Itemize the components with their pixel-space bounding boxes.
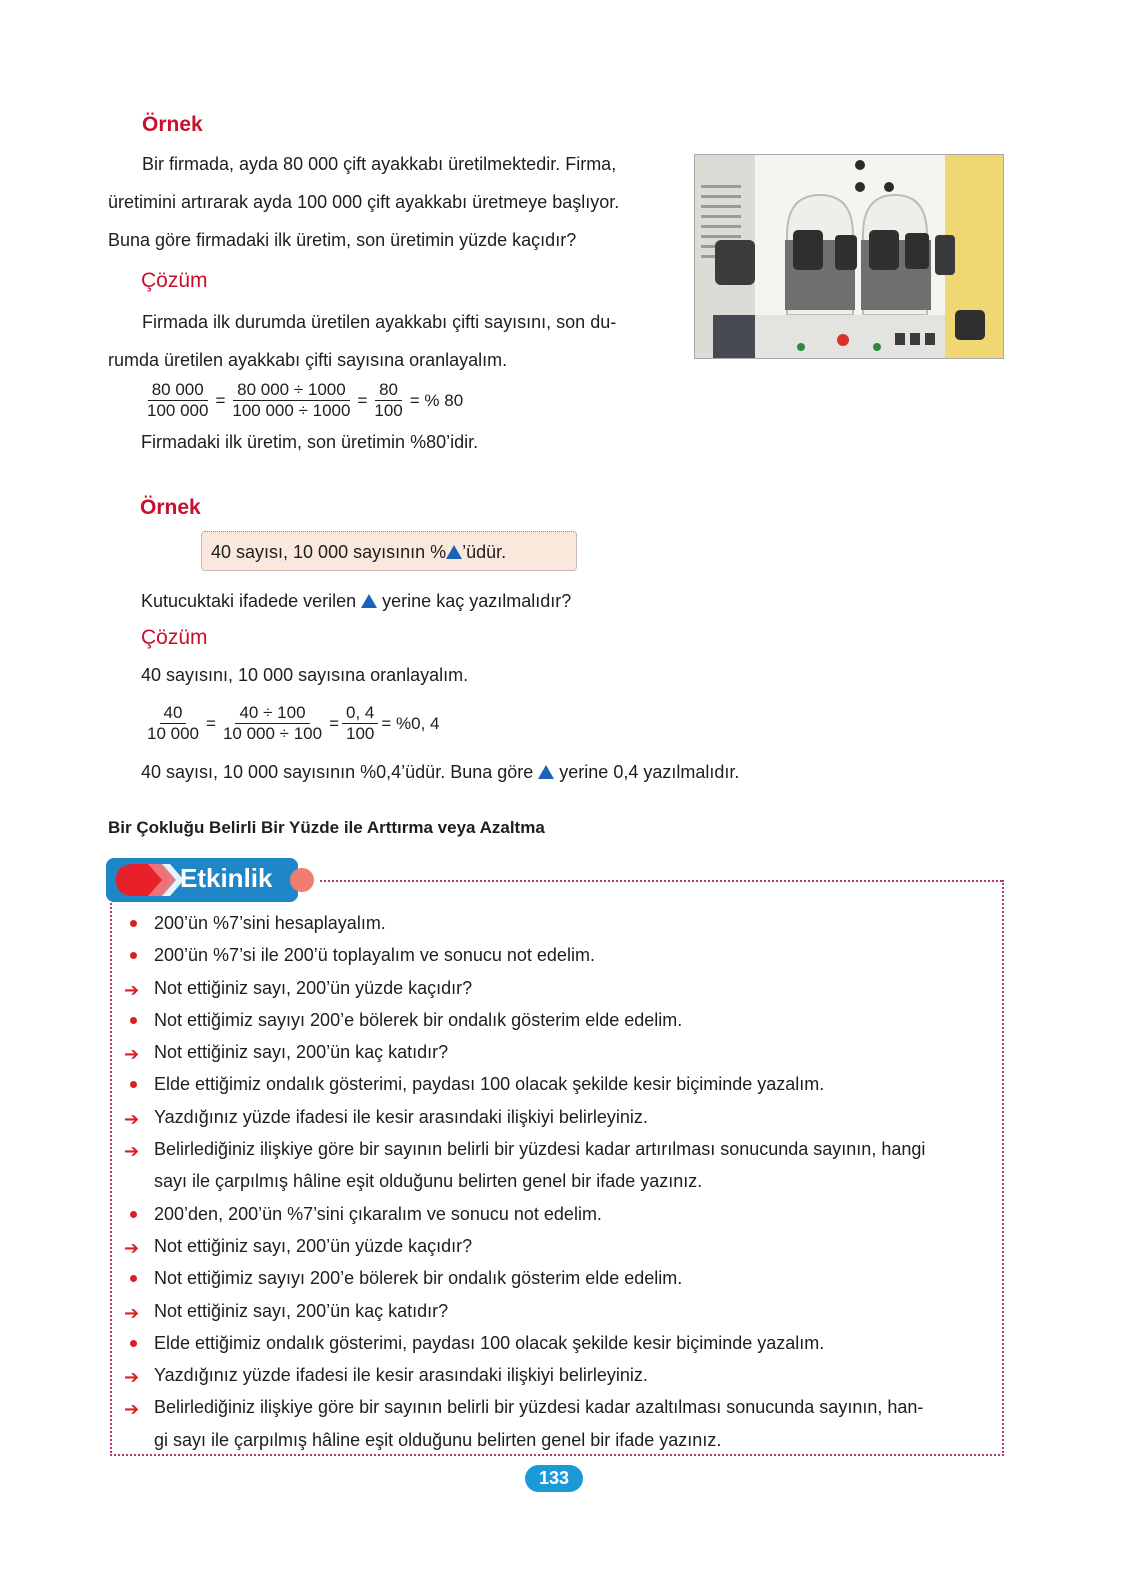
list-item-text: Yazdığınız yüzde ifadesi ile kesir arasındaki ilişkiyi belirleyiniz. — [154, 1365, 648, 1386]
fraction-3-numerator: 0, 4 — [342, 703, 378, 724]
list-item-text: Not ettiğimiz sayıyı 200’e bölerek bir ondalık gösterim elde edelim. — [154, 1268, 683, 1289]
example1-line-1: Bir firmada, ayda 80 000 çift ayakkabı üretilmektedir. Firma, — [142, 154, 617, 174]
fraction-3-numerator: 80 — [375, 380, 402, 401]
example2-solution-line: 40 sayısını, 10 000 sayısına oranlayalım. — [141, 665, 469, 685]
list-item-text: Belirlediğiniz ilişkiye göre bir sayının belirli bir yüzdesi kadar azaltılması sonucunda sayının, han- — [154, 1397, 924, 1418]
activity-list — [112, 907, 992, 1456]
box-text: 40 sayısı, 10 000 sayısının % — [211, 542, 447, 562]
list-item-text: Not ettiğiniz sayı, 200’ün yüzde kaçıdır? — [154, 1235, 473, 1256]
example2-equation — [143, 703, 443, 744]
equals-sign: = — [206, 713, 216, 733]
list-item — [112, 1391, 992, 1456]
example1-solution-line-1: Firmada ilk durumda üretilen ayakkabı çifti sayısını, son du- — [142, 312, 617, 332]
arrow-icon: ➔ — [124, 1399, 140, 1420]
list-item-text: 200’ün %7’sini hesaplayalım. — [154, 913, 386, 933]
list-item-text: Not ettiğiniz sayı, 200’ün kaç katıdır? — [154, 1042, 449, 1063]
fraction-2-denominator: 10 000 ÷ 100 — [222, 724, 323, 743]
list-item-text: Elde ettiğimiz ondalık gösterimi, paydası 100 olacak şekilde kesir biçiminde yazalım. — [154, 1332, 825, 1353]
example2-heading: Örnek — [140, 496, 201, 519]
fraction-2 — [219, 703, 326, 744]
triangle-icon — [361, 594, 377, 608]
example1-conclusion: Firmadaki ilk üretim, son üretimin %80’idir. — [141, 432, 479, 452]
fraction-3 — [370, 380, 406, 421]
arrow-icon: ➔ — [124, 1302, 140, 1323]
shoe-machine-photo — [694, 154, 1004, 359]
conclusion-text-suffix: yerine 0,4 yazılmalıdır. — [559, 762, 740, 782]
list-item — [112, 1036, 992, 1068]
equation-result: = %0, 4 — [381, 713, 440, 733]
fraction-1-denominator: 10 000 — [147, 724, 199, 743]
fraction-3-denominator: 100 — [346, 724, 375, 743]
equals-sign: = — [357, 390, 368, 410]
list-item-text: Belirlediğiniz ilişkiye göre bir sayının belirli bir yüzdesi kadar artırılması sonucunda sayının, hangi — [154, 1139, 926, 1160]
list-item — [112, 1327, 992, 1359]
conclusion-text: 40 sayısı, 10 000 sayısının %0,4’üdür. Buna göre — [141, 762, 534, 782]
list-item-text-continued: sayı ile çarpılmış hâline eşit olduğunu belirten genel bir ifade yazınız. — [154, 1171, 703, 1192]
list-item — [112, 907, 992, 939]
example1-line-2: üretimini artırarak ayda 100 000 çift ayakkabı üretmeye başlıyor. — [108, 192, 620, 212]
list-item-text: 200’den, 200’ün %7’sini çıkaralım ve sonucu not edelim. — [154, 1203, 602, 1224]
fraction-1 — [143, 380, 212, 421]
arrow-icon: ➔ — [124, 1044, 140, 1065]
list-item — [112, 1359, 992, 1391]
list-item — [112, 1295, 992, 1327]
fraction-2-numerator: 40 ÷ 100 — [235, 703, 309, 724]
list-item-text: 200’ün %7’si ile 200’ü toplayalım ve sonucu not edelim. — [154, 945, 595, 966]
section-title: Bir Çokluğu Belirli Bir Yüzde ile Arttırma veya Azaltma — [108, 818, 545, 837]
question-text-suffix: yerine kaç yazılmalıdır? — [382, 591, 572, 611]
fraction-2-denominator: 100 000 ÷ 1000 — [232, 401, 351, 420]
list-item-text: Elde ettiğimiz ondalık gösterimi, paydası 100 olacak şekilde kesir biçiminde yazalım. — [154, 1074, 825, 1095]
list-item-text: Not ettiğiniz sayı, 200’ün yüzde kaçıdır? — [154, 977, 473, 998]
fraction-1-denominator: 100 000 — [147, 401, 209, 420]
list-item — [112, 1198, 992, 1230]
arrow-icon: ➔ — [124, 1108, 140, 1129]
equals-sign: = — [215, 390, 226, 410]
example2-conclusion — [141, 753, 739, 791]
arrow-icon: ➔ — [124, 1141, 140, 1162]
activity-frame-top — [320, 880, 1002, 882]
example1-solution — [108, 303, 668, 379]
example2-box — [201, 531, 577, 571]
list-item — [112, 1068, 992, 1100]
example1-equation — [143, 380, 466, 421]
activity-badge — [104, 856, 300, 904]
fraction-1-numerator: 40 — [160, 703, 187, 724]
list-item — [112, 1004, 992, 1036]
triangle-icon — [446, 545, 462, 559]
box-text-suffix: ’üdür. — [462, 542, 507, 562]
list-item-text: Not ettiğiniz sayı, 200’ün kaç katıdır? — [154, 1300, 449, 1321]
list-item-text-continued: gi sayı ile çarpılmış hâline eşit olduğunu belirten genel bir ifade yazınız. — [154, 1429, 722, 1450]
arrow-icon: ➔ — [124, 1237, 140, 1258]
arrow-icon: ➔ — [124, 979, 140, 1000]
list-item — [112, 1101, 992, 1133]
fraction-1-numerator: 80 000 — [148, 380, 208, 401]
page-number: 133 — [525, 1465, 583, 1492]
example1-solution-heading: Çözüm — [141, 269, 208, 292]
example2-question — [141, 582, 571, 620]
example1-heading: Örnek — [142, 113, 203, 136]
list-item — [112, 1133, 992, 1198]
list-item — [112, 972, 992, 1004]
list-item-text: Yazdığınız yüzde ifadesi ile kesir arasındaki ilişkiyi belirleyiniz. — [154, 1106, 648, 1127]
equals-sign: = — [329, 713, 340, 733]
example2-solution-heading: Çözüm — [141, 626, 208, 649]
activity-title: Etkinlik — [180, 863, 273, 893]
fraction-3-denominator: 100 — [374, 401, 403, 420]
triangle-icon — [538, 765, 554, 779]
fraction-3 — [342, 703, 378, 744]
list-item-text: Not ettiğimiz sayıyı 200’e bölerek bir ondalık gösterim elde edelim. — [154, 1009, 683, 1030]
fraction-2-numerator: 80 000 ÷ 1000 — [233, 380, 350, 401]
arrow-icon: ➔ — [124, 1367, 140, 1388]
fraction-1 — [143, 703, 203, 744]
example1-solution-line-2: rumda üretilen ayakkabı çifti sayısına oranlayalım. — [108, 350, 508, 370]
fraction-2 — [228, 380, 354, 421]
example1-line-3: Buna göre firmadaki ilk üretim, son üretimin yüzde kaçıdır? — [108, 230, 577, 250]
equation-result: = % 80 — [409, 390, 464, 410]
list-item — [112, 1230, 992, 1262]
example1-problem — [108, 145, 668, 259]
list-item — [112, 939, 992, 971]
list-item — [112, 1262, 992, 1294]
question-text: Kutucuktaki ifadede verilen — [141, 591, 357, 611]
